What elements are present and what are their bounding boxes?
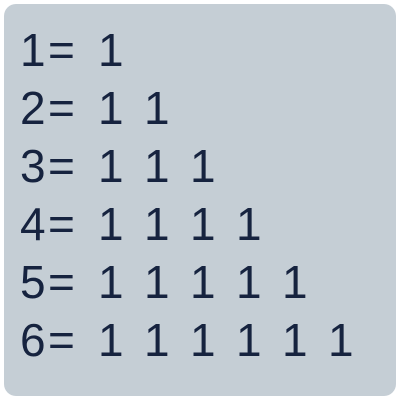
one-digit: 1: [282, 314, 308, 366]
one-digit: 1: [236, 314, 262, 366]
one-digit: 1: [144, 198, 170, 250]
one-digit: 1: [98, 82, 124, 134]
row-1: [20, 20, 144, 80]
equals-sign: =: [48, 314, 75, 366]
row-6: [20, 310, 374, 370]
one-digit: 1: [190, 314, 216, 366]
row-4: [20, 194, 282, 254]
equals-sign: =: [48, 198, 75, 250]
one-digit: 1: [144, 82, 170, 134]
one-digit: 1: [282, 256, 308, 308]
one-digit: 1: [144, 256, 170, 308]
row-number: 2: [20, 82, 46, 134]
row-5: [20, 252, 328, 312]
one-digit: 1: [236, 198, 262, 250]
row-number: 3: [20, 140, 46, 192]
row-number: 1: [20, 24, 46, 76]
row-2: [20, 78, 190, 138]
number-card: [4, 4, 396, 396]
one-digit: 1: [190, 198, 216, 250]
one-digit: 1: [98, 314, 124, 366]
row-number: 4: [20, 198, 46, 250]
one-digit: 1: [190, 256, 216, 308]
equals-sign: =: [48, 256, 75, 308]
one-digit: 1: [328, 314, 354, 366]
equals-sign: =: [48, 82, 75, 134]
one-digit: 1: [98, 198, 124, 250]
one-digit: 1: [144, 314, 170, 366]
one-digit: 1: [144, 140, 170, 192]
row-number: 5: [20, 256, 46, 308]
one-digit: 1: [98, 256, 124, 308]
one-digit: 1: [236, 256, 262, 308]
row-3: [20, 136, 236, 196]
one-digit: 1: [98, 140, 124, 192]
row-number: 6: [20, 314, 46, 366]
equals-sign: =: [48, 24, 75, 76]
equals-sign: =: [48, 140, 75, 192]
one-digit: 1: [98, 24, 124, 76]
one-digit: 1: [190, 140, 216, 192]
